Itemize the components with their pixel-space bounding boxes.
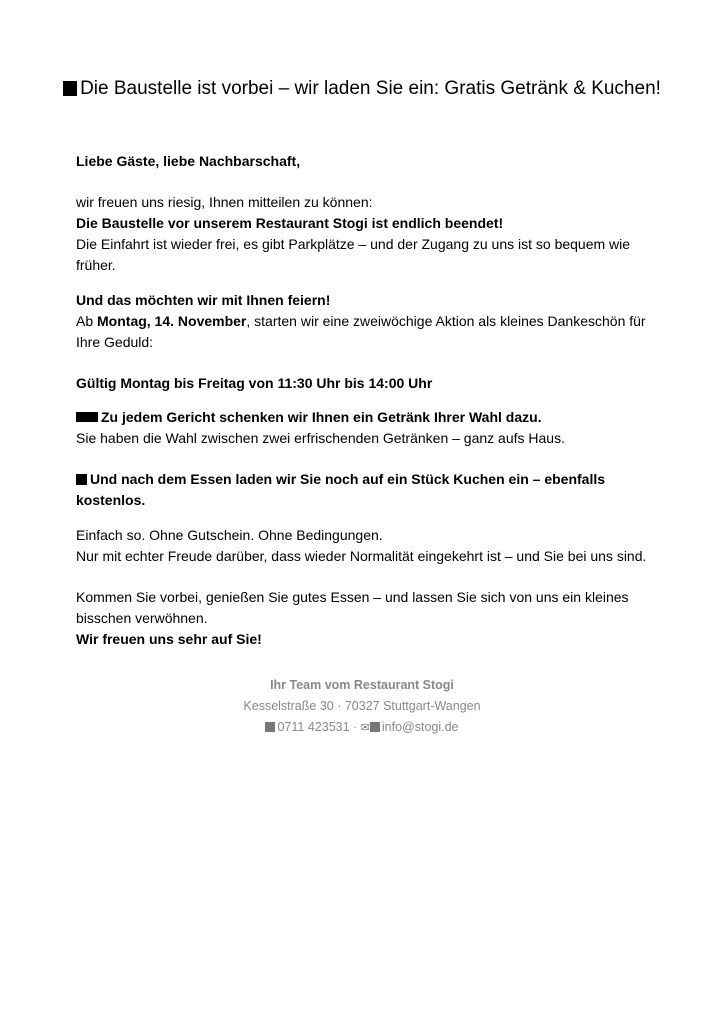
validity-line: Gültig Montag bis Freitag von 11:30 Uhr bis 14:00 Uhr (76, 375, 433, 391)
intro-bold-line: Die Baustelle vor unserem Restaurant Stogi ist endlich beendet! (76, 215, 504, 231)
black-square-icon (76, 474, 87, 485)
celebrate-text-before: Ab (76, 313, 98, 329)
footer-address: Kesselstraße 30 · 70327 Stuttgart-Wangen (243, 699, 481, 713)
intro-detail: Die Einfahrt ist wieder frei, es gibt Parkplätze – und der Zugang zu uns ist so bequem wie früher. (76, 236, 631, 273)
celebrate-heading: Und das möchten wir mit Ihnen feiern! (76, 292, 331, 308)
closing-paragraph (76, 587, 666, 650)
offer-drink-text: Sie haben die Wahl zwischen zwei erfrischenden Getränken – ganz aufs Haus. (76, 430, 565, 446)
footer (60, 675, 664, 739)
celebrate-paragraph (76, 290, 666, 353)
closing-text: Kommen Sie vorbei, genießen Sie gutes Essen – und lassen Sie sich von uns ein kleines bisschen verwöhnen. (76, 589, 629, 626)
intro-line: wir freuen uns riesig, Ihnen mitteilen zu können: (76, 194, 373, 210)
mail-square-icon (370, 722, 380, 732)
conditions-line: Nur mit echter Freude darüber, dass wieder Normalität eingekehrt ist – und Sie bei uns sind. (76, 548, 647, 564)
footer-separator: · (349, 720, 361, 734)
offer-drink (76, 407, 666, 449)
greeting: Liebe Gäste, liebe Nachbarschaft, (76, 153, 301, 169)
celebrate-text (76, 311, 666, 353)
footer-email[interactable]: info@stogi.de (381, 720, 459, 734)
phone-icon (265, 722, 275, 732)
offer-drink-heading (76, 407, 666, 428)
celebrate-text-after: , starten wir eine zweiwöchige Aktion als kleines Dankeschön für Ihre Geduld: (76, 313, 646, 350)
conditions-line: Einfach so. Ohne Gutschein. Ohne Bedingungen. (76, 527, 383, 543)
footer-team: Ihr Team vom Restaurant Stogi (270, 678, 454, 692)
offer-drink-heading-text: Zu jedem Gericht schenken wir Ihnen ein Getränk Ihrer Wahl dazu. (101, 409, 542, 425)
envelope-icon: ✉ (360, 722, 370, 734)
offer-cake (76, 469, 666, 511)
offer-cake-heading-text: Und nach dem Essen laden wir Sie noch auf ein Stück Kuchen ein – ebenfalls kostenlos. (76, 471, 606, 508)
black-rectangle-icon (76, 412, 98, 422)
page-title (60, 77, 664, 101)
footer-phone[interactable]: 0711 423531 (277, 720, 350, 734)
intro-paragraph (76, 192, 666, 276)
celebrate-date: Montag, 14. November (97, 313, 247, 329)
footer-contact (60, 717, 664, 739)
closing-bold: Wir freuen uns sehr auf Sie! (76, 631, 262, 647)
black-square-icon (63, 81, 77, 96)
conditions-paragraph (76, 525, 666, 567)
title-text: Die Baustelle ist vorbei – wir laden Sie ein: Gratis Getränk & Kuchen! (80, 78, 661, 99)
